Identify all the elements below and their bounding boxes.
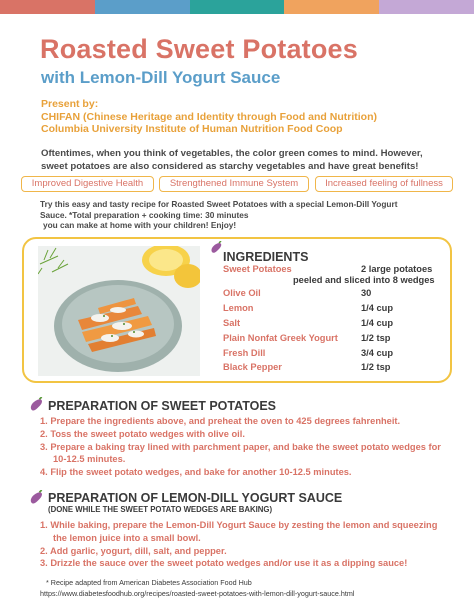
sauce-step: 1. While baking, prepare the Lemon-Dill Yogurt Sauce by zesting the lemon and squeezing bbox=[40, 520, 438, 530]
sweet-potato-icon bbox=[28, 490, 44, 506]
presenter-label: Present by: bbox=[41, 98, 99, 110]
color-bar-segment bbox=[95, 0, 190, 14]
benefit-badge-digestive: Improved Digestive Health bbox=[21, 176, 154, 192]
ingredient-qty: 1/2 tsp bbox=[361, 362, 391, 372]
ingredients-heading: INGREDIENTS bbox=[223, 250, 309, 264]
benefit-badge-fullness: Increased feeling of fullness bbox=[315, 176, 453, 192]
ingredient-qty: 1/4 cup bbox=[361, 318, 394, 328]
prep-step: 10-12.5 minutes. bbox=[53, 454, 126, 464]
recipe-intro bbox=[40, 199, 440, 231]
page-subtitle: with Lemon-Dill Yogurt Sauce bbox=[41, 68, 281, 87]
presenter-institute: Columbia University Institute of Human Nutrition Food Coop bbox=[41, 123, 343, 135]
prep-step: 2. Toss the sweet potato wedges with olive oil. bbox=[40, 429, 245, 439]
color-bar-segment bbox=[379, 0, 474, 14]
ingredient-name: Black Pepper bbox=[223, 362, 282, 372]
benefit-badge-immune: Strengthened Immune System bbox=[159, 176, 309, 192]
sauce-step: the lemon juice into a small bowl. bbox=[53, 533, 201, 543]
ingredient-name: Lemon bbox=[223, 303, 254, 313]
ingredient-qty: 30 bbox=[361, 288, 372, 298]
sauce-step: 3. Drizzle the sauce over the sweet potato wedges and/or use it as a dipping sauce! bbox=[40, 558, 408, 568]
recipe-intro-line: you can make at home with your children! Enjoy! bbox=[43, 220, 237, 230]
footnote bbox=[40, 578, 354, 599]
dish-photo bbox=[38, 246, 200, 376]
top-color-bar bbox=[0, 0, 474, 14]
presenter-org: CHIFAN (Chinese Heritage and Identity through Food and Nutrition) bbox=[41, 110, 377, 123]
ingredient-qty: 3/4 cup bbox=[361, 348, 394, 358]
ingredient-qty: 1/4 cup bbox=[361, 303, 394, 313]
prep-sauce-heading: PREPARATION OF LEMON-DILL YOGURT SAUCE bbox=[48, 491, 343, 505]
recipe-intro-line: Try this easy and tasty recipe for Roasted Sweet Potatoes with a special Lemon-Dill Yogurt bbox=[40, 199, 398, 209]
ingredient-note: peeled and sliced into 8 wedges bbox=[293, 275, 435, 285]
prep-potatoes-heading: PREPARATION OF SWEET POTATOES bbox=[48, 399, 277, 413]
sweet-potato-icon bbox=[28, 397, 44, 413]
presenter-block bbox=[41, 98, 377, 136]
ingredient-name: Olive Oil bbox=[223, 288, 261, 298]
color-bar-segment bbox=[0, 0, 95, 14]
ingredient-qty: 2 large potatoes bbox=[361, 264, 433, 274]
footnote-url[interactable]: https://www.diabetesfoodhub.org/recipes/roasted-sweet-potatoes-with-lemon-dill-yogurt-sauce.html bbox=[40, 588, 355, 598]
ingredient-qty: 1/2 tsp bbox=[361, 333, 391, 343]
prep-sauce-note: (DONE WHILE THE SWEET POTATO WEDGES ARE BAKING) bbox=[48, 505, 273, 514]
color-bar-segment bbox=[190, 0, 285, 14]
ingredient-name: Sweet Potatoes bbox=[223, 264, 292, 274]
recipe-intro-line: Sauce. *Total preparation + cooking time: 30 minutes bbox=[40, 209, 249, 220]
ingredient-name: Fresh Dill bbox=[223, 348, 266, 358]
sauce-step: 2. Add garlic, yogurt, dill, salt, and pepper. bbox=[40, 546, 227, 556]
ingredient-name: Salt bbox=[223, 318, 241, 328]
sweet-potato-icon bbox=[209, 241, 223, 255]
footnote-source: * Recipe adapted from American Diabetes Association Food Hub bbox=[46, 578, 252, 587]
prep-step: 4. Flip the sweet potato wedges, and bake for another 10-12.5 minutes. bbox=[40, 467, 352, 477]
color-bar-segment bbox=[284, 0, 379, 14]
intro-text: Oftentimes, when you think of vegetables, the color green comes to mind. However, sweet potatoes are also considered as starchy vegetables and have great benefits! bbox=[41, 148, 423, 172]
ingredient-name: Plain Nonfat Greek Yogurt bbox=[223, 333, 338, 343]
page-title: Roasted Sweet Potatoes bbox=[40, 34, 358, 64]
prep-step: 1. Prepare the ingredients above, and preheat the oven to 425 degrees fahrenheit. bbox=[40, 416, 401, 426]
prep-step: 3. Prepare a baking tray lined with parchment paper, and bake the sweet potato wedges for bbox=[40, 442, 441, 452]
